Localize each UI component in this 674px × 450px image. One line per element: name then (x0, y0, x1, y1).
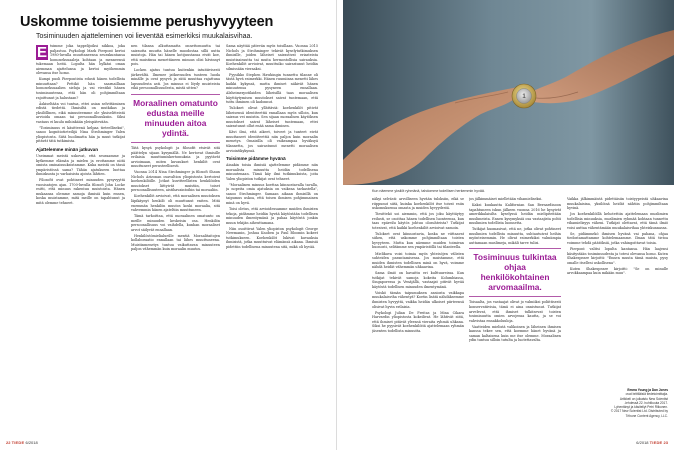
magazine-name-left: TIEDE (11, 440, 25, 445)
paragraph: Kuten Shakespeare kirjoitti: "Se on minulle arvokkaampaa kuin mikään muu". (567, 266, 668, 276)
paragraph: Kävi ilmi, että aikeet, toiveet ja tunteet eivät muuttaneet identiteettiä niin paljon kuin moraalin menetys. Omaisilla oli vaikeampaa hyväksyä tilannetta, jos sairastunut menetti moraalisen arviointikykynsä. (226, 130, 318, 153)
paragraph: "Moraalinen minuus koettaa kiinnostavalla tavalla, ja nopeita omia ajatuksia on vaikeaa tarkastella", sanoo Strohminger. Samaan aikaan ihmisillä on taipumus uskoa, että toisen ihmisen pohjimmainen minä on hyvä. (226, 182, 318, 205)
paragraph: Jos koehenkilöillä kehotettiin ajattelemaan muslimien todellisia minuuksia, muslimien ryhmää kohtaan tunnettu vihamielisyys väheni. Tutkijat olettavat, että tämä ilmiö voisi auttaa vähentämään muukalaisvihaa yhteiskunnassa. (567, 212, 668, 230)
paragraph: Ainakin toisia ihmisiä ajattelemme pidämme niin moraalista minuutta heidän todellisena minuutenaan. Tämä käy ilmi tutkimuksista, joita Yalen yliopiston tutkijat ovat tehneet. (226, 163, 318, 181)
right-footer (636, 440, 668, 445)
magazine-name-right: TIEDE (649, 440, 663, 445)
paragraph: Locken ajatus tuntuu kuitenkin intuitiivisesti järkevältä. Ilmenee jatkuvuuden tunteen luoda minälle ja ovat pysyvä ja siitä muuttaa rajattuna lapsuudesta asti. Jos minuus ei löydy muisteista eikä persoonallisuudesta, mistä sitten? (131, 68, 220, 91)
paragraph: Sama ilmiö on havaittu eri kulttuureissa. Kun tutkijat tekivät samoja kokeita Kolumbiassa, Singaporessa ja Venäjällä, vastaajat pitivät hyvää käytöstä todellisen minuuden ilmentymänä. (372, 271, 464, 289)
pull-quote: Tosiminuus tulkintaa ohjaa henkilökohtainen arvomaailma. (469, 248, 561, 297)
paragraph: Useimmat meistä uskovat, että seuraamme ja kytkemme elämän ja mielen ja erottamme niitä omista ominaisuuksistamme. Kuka meistä on tässä ympäristössä sama? Tähän ajatukseen luottaa ihmiskunta jo varhaisista ajoista lähtien. (36, 153, 125, 177)
paragraph: Henkilöstömielialueille mentiä Moraalitaitojen kollaboraatio ennallaan tai lähes muuttuneena. Muistinmenetys tuntuu vaikuttavan minuuteen paljon vähemmän kuin moraalin muutos. (131, 233, 220, 252)
left-column-3 (226, 44, 318, 436)
paragraph: jos jälkimmäiset mielletään vihamieliseksi. (469, 197, 543, 201)
paragraph: Tulokset ovat kiinnostavia, koska ne viittaavat siihen, että uskomme pohjimmiltaan toisten hyvyyteen. Mutta kun näemme muiden toimivan huonosti, selitämme sen ympäristöllä tai tilanteella. (372, 231, 464, 250)
paragraph: näkyi selvästi: arvolliseen hyvään tuloksiin, eikä se riippunut siitä, kuinka koehenkilöt itse toivat esiin uskomuksensa omasta ja muiden hyvyydestä. (372, 197, 464, 211)
paragraph: "Tosiminuus ei käsitteenä kelpaa tieteelliseksi", sanoo kognitiotieteilijä Nina Strohminger Yalen yliopistosta. Siitä huolimatta hän ja muut tutkijat pitävät tätä tutkimista. (36, 125, 125, 144)
paragraph: Vaatteiden mielistä valikoinen ja läheinen ihmisen kanssa tekee sen, että koemme hänet hyvänä ja saman kaltaisena kuin me itse olemme. Moraalinen ydin tuntuu silloin tutulta ja luotettavalta. (469, 324, 561, 343)
paragraph: Filosofit ovat pohtineet minuuden pysyvyyttä vuosisatojen ajan. 1700-luvulla filosofi John Locke esitti, että minuus rakentuu muistoista. Hänen mukaansa olemme samoja ihmisiä kuin ennen, koska muistamme, mitä meille on tapahtunut ja mitä olemme tehneet. (36, 178, 125, 205)
paragraph: Se, pidämmekö ihmisen hyvänä vai pahana, ohjaa tiedostamattamme kohtelemaamme. Ilman tätä tietoa voimme tehdä päätöksiä, jotka vahingoittavat toisia. (567, 231, 668, 245)
paragraph: Vaikka jälkimmäistä pidettäisiin toistyypeistä uhkaavina muukalaisina, yksilöinä heidät nähtiin pohjimmiltaan hyvinä. (567, 197, 668, 211)
page-gutter (336, 0, 337, 450)
paragraph: Psykologi Julian De Freitas ja Mina Cikara Harvardin yliopistosta kokeilivat. He lähtivät siitä, että ihmiset pitävät yleensä vieraita ryhmiä uhkana. Siksi he pyysivät koehenkilöitä ajattelemaan ryhmän jäsenten todellista minuutta. (372, 310, 464, 333)
author-line: Artikkeli on julkaistu New Scientist (619, 396, 668, 401)
pull-quote: Moraalinen omatunto edustaa meille minuuden aitoa ydintä. (131, 94, 220, 143)
paragraph: Voiskö tämän taipumuksen ansiosta vaikkapa muukalaisviha vähentyä? Koetin lisätä nähdäksemme ihmisten hyvyyttä, vaikka heidän ulkoiset piirteensä olisivat hyvin erilaisia. (372, 290, 464, 309)
issue-right: 6/2018 (636, 440, 649, 445)
paragraph: Toisaalta, jos vastaajat olivat jo valmiiksi poliittisesti konservatiivisia, tämä ei aina onnistunut. Tutkijat arvelevat, että ihmiset tulkitsevat toisten tosiminuutta omien arvojensa kautta, ja se voi vahvistaa ennakkoluuloja. (469, 300, 561, 323)
page-number-left: 22 (6, 440, 11, 445)
left-column-2 (131, 44, 220, 436)
paragraph: Kaksi kuukautta Kalifornian San Bernardinoon tapahtuneen iskun jälkeen vuonna 2016 he kysyivät amerikkalaisilta kyselyssä heidän mielipiteitään muslimeista. Ennen kysymyksiä osa vastaajista pohti muslimien todellista luonnetta. (469, 203, 561, 226)
paragraph: Niin osoittivat Yalen yliopiston psykologit George Newmanin, Joshua Knoben ja Paul Bloomin kokeet tutkimukseen. Koehenkilöt lukivat kuvauksia ihmisistä, jotka muuttuivat elämänsä aikana. Ihmisiä pidettiin todellisena minuutena sitä, mikä oli hyvää. (226, 226, 318, 249)
paragraph: Tämä tarkoittaa, että moraalinen omatunto on meille minuuden keskeisin osa. Henkilön persoonallisuus voi vaihdella, kunhan moraaliset arvot säilyvät ennallaan. (131, 214, 220, 232)
author-line: ovat brittiläisiä tiedetoimittajia. (625, 392, 668, 397)
intro-paragraph: tsimme joka tappelijoiksi nikkoa, joka paljastuu. Psykologi Mark Pierpont kertoi 1980-luvulla muuttaneensa seurakuntansa homoseksuaaleja kohtaan ja menneensä tukemaan heitä. Lopulta hän hylkäsi oman aiemman ajattelunsa ja kertoi myöhemmin olevansa itse homo. (36, 44, 125, 76)
right-column-3 (567, 197, 668, 383)
drop-cap: E (36, 44, 47, 61)
photo-caption: Kun näemme yksilöt ryhmänä, tahdomme todellisen herkemmin hyvää. (372, 189, 485, 193)
page-number-right: 23 (663, 440, 668, 445)
paragraph: Koehenkilöt arvioivat, että moraalisen muutoksen läpikäynyt henkilö oli muuttunut eniten. Mitä enemmän henkilön muutos koski moraalia, sitä vahvemmin hänen ajateltiin muuttuneen. (131, 194, 220, 213)
author-line: Tribune Content Agency, LLC. (625, 413, 668, 418)
svg-text:1: 1 (522, 94, 526, 100)
paragraph: Tulokset olivat yllättäviä: koehenkilöt pitivät läheisensä identiteettiä ennallaan myös silloin, kun sairaus vei muistin. Sen sijaan moraalisen käytöksen muutokset saivat läheiset tuntemaan, ettei sairastunut ollut enää sama ihminen. (226, 106, 318, 129)
left-column-1 (36, 44, 125, 436)
article-lead: Tosiminuuden ajatteleminen voi lieventää esimerkiksi muukalaisvihaa. (36, 33, 253, 40)
author-name: Emma Young ja Dan Jones (627, 388, 668, 392)
author-line: -lehdessä 22. huhtikuuta 2017. (624, 400, 668, 405)
paragraph: Mielikuva voisi toimia myös yhteisöjen välisten suhteiden parantamisessa. Jos muistamme, että muiden ihmisten todellinen minä on hyvä, voimme nähdä heidät vähemmän uhkaavina. (372, 251, 464, 270)
right-column-1 (372, 197, 464, 437)
paragraph: nen tilansa alkuttamatta onnettomuutta tai sairautta muutta hänelle muodostaa sillä uutta muistoja. Hän tai hänen kotijuustansa eivät koe, että muistinsa menettäneen minuus olisi hävinnyt pois. (131, 44, 220, 67)
hands-coin-photo (343, 0, 674, 185)
issue-left: 6/2018 (25, 440, 38, 445)
paragraph: Fyysikko Stephen Hawkingin tunnettu tilanne oli tästä hyvä esimerkki. Hänen ruumiinsa menetti lähes kaikki kykynsä, mutta ihmiset näkivät hänen minuutensa pysyneen ennallaan. Alzheimerpotilaiden läheisillä taas moraalisen käyttäytymisen muutokset saivat tuntemaan, että tuttu ihminen oli kadonnut. (226, 72, 318, 105)
paragraph: Tiesittekö soi aiemmin, että jos joku käyttäytyy reilusti, se osoittaa hänen todellisen luonteensa, kun taas epäreilu käytös johtuu olosuhteista? Tutkijat totesivat, että kaikki koehenkilöt arvioivat samoin. (372, 212, 464, 230)
subheading: Toisimme pidämme hyvänä (226, 156, 286, 162)
paragraph: Sama näyttää pätevän myös toisillaan. Vuonna 2015 Nichols ja Strohminger tekivät kyselytutkimuksen ihmisille, joiden läheiset sairastivat eriasteista muistisairautta tai muita hermostollisia sairauksia. Koehenkilöt arvioivat, muuttuiko sairastunut heidän silmissään vieraaksi. (226, 44, 318, 71)
paragraph: Äskiseltään voi tuntua, ettei asian selvittäminen edistä tiedettä. Ihmisiltä on mutkikas ja yksilöllinen, eikä minuuteemme ole yksiselitteistä arvioida omaan tai persoonallisuuksiin. Siksi vastaus ei kuulu mihinkään yleispätevään. (36, 101, 125, 124)
paragraph: Tätä kysyä psykologit ja filosofit etsivät sitä päättelyn sijaan kysymällä. Ne kertovat ihmisille erilaisia muuttumiskertomuksia ja pyytävät arvioimaan, miten kuvaukset henkilöt ovat muuttuneet perusteellisesti. (131, 145, 220, 169)
author-line: Lyhentänyt ja käsitellyt Petri Riikonen. (614, 405, 668, 410)
paragraph: Toisi oletus, että arvioidessamme muiden ihmisten tekoja, pidämme heidän hyvää käytöstään todellisen minuuden ilmentymänä ja pahaa käytöstä jonkin muun tekijän aiheuttamana. (226, 207, 318, 225)
right-column-2 (469, 197, 561, 437)
paragraph: Vuonna 2014 Nina Strohminger ja filosofi Shaun Nichols Arizonan osavaltion yliopistosta kertoivat koehenkilöille. Jotkut kuvitteellisten henkilöiden muutokset liittyivät muistiin, toiset persoonallisuuteen, aistihavaintoihin tai moraaliin. (131, 170, 220, 193)
left-footer (6, 440, 38, 445)
paragraph: Tutkijat huomasivat, että ne, jotka olivat pohtineet muslimien todellista minuutta, suhtautuivat heihin myönteisemmin. He olivat esimerkiksi valmiimpia auttamaan muslimeja, mikäli tarve tulisi. (469, 227, 561, 245)
paragraph: Pierpont valitsi lopulta kantansa. Hän laajensi käsitystään tosiminuudesta ja totesi olevansa homo. Kuten Shakespeare kirjoitti: "Ennen muuta tämä muista, pysy omalle itsellesi uskollisena". (567, 246, 668, 265)
photo-illustration (343, 0, 674, 185)
subheading: Ajattelemme minän jatkuvan (36, 146, 99, 152)
article-title: Uskomme toisiemme perushyvyyteen (20, 14, 274, 30)
paragraph: Kumpi puoli Pierpontista edusti hänen todellista minuuttaan? Pettikö hän saarnaillaan homoseksuaalien sieluja ja vai viestikö hänen tosiminuutensa, että hän oli pohjimmiltaan rajoittunut ja halustaan? (36, 77, 125, 100)
author-line: © 2017 New Scientist Ltd. Distributed by (610, 409, 668, 414)
author-credit (562, 388, 668, 418)
